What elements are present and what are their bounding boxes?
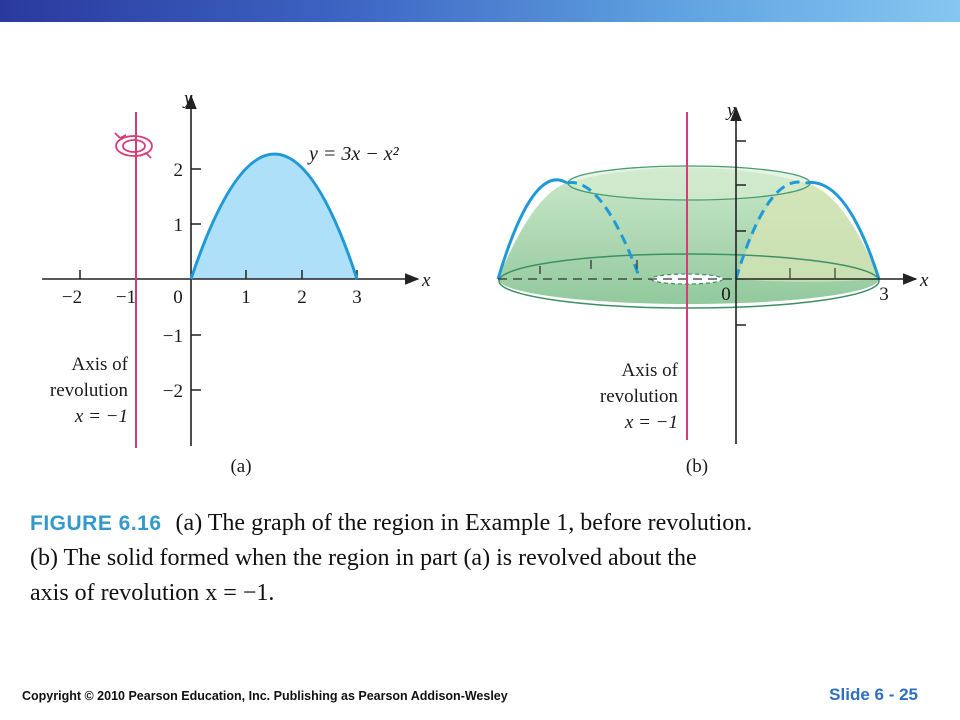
svg-text:2: 2 xyxy=(297,287,307,308)
panel-b xyxy=(498,100,929,477)
axis-caption-b xyxy=(600,360,679,433)
svg-text:Axis of: Axis of xyxy=(71,354,128,375)
caption-line-1 xyxy=(30,506,930,541)
x-tick-label-0-b: 0 xyxy=(721,284,731,305)
x-axis-label-a: x xyxy=(422,270,431,291)
axis-caption-a xyxy=(50,354,129,427)
svg-text:−2: −2 xyxy=(61,287,83,308)
figure-caption xyxy=(30,506,930,611)
caption-line-3: axis of revolution x = −1. xyxy=(30,580,275,606)
solid-top-rim xyxy=(568,166,810,200)
panel-a xyxy=(42,88,431,477)
svg-text:Axis of: Axis of xyxy=(621,360,678,381)
svg-text:−1: −1 xyxy=(115,287,137,308)
svg-text:3: 3 xyxy=(352,287,362,308)
caption-line-2: (b) The solid formed when the region in part (a) is revolved about the xyxy=(30,545,697,571)
equation-label: y = 3x − x² xyxy=(309,143,399,165)
panel-label-a: (a) xyxy=(230,456,252,477)
svg-text:1: 1 xyxy=(241,287,251,308)
svg-text:−2: −2 xyxy=(162,381,183,402)
copyright-text: Copyright © 2010 Pearson Education, Inc. Publishing as Pearson Addison-Wesley xyxy=(22,689,508,703)
slide-number: Slide 6 - 25 xyxy=(829,685,918,704)
x-tick-label-3-b: 3 xyxy=(879,284,889,305)
svg-text:2: 2 xyxy=(173,160,183,181)
svg-text:x = −1: x = −1 xyxy=(624,412,678,433)
caption-text-1: (a) The graph of the region in Example 1, before revolution. xyxy=(175,510,753,536)
panel-label-b: (b) xyxy=(685,456,709,477)
x-tick-labels-a xyxy=(62,287,362,308)
x-axis-label-b: x xyxy=(920,270,929,291)
svg-text:revolution: revolution xyxy=(49,380,128,401)
y-axis-label-b: y xyxy=(727,100,736,121)
y-axis-label-a: y xyxy=(184,88,193,109)
svg-text:−1: −1 xyxy=(162,326,183,347)
svg-text:0: 0 xyxy=(173,287,183,308)
y-tick-labels-a xyxy=(163,160,183,402)
rotation-arrow-icon xyxy=(115,133,152,158)
figure-label: FIGURE 6.16 xyxy=(30,512,162,535)
svg-text:x = −1: x = −1 xyxy=(74,406,128,427)
svg-text:1: 1 xyxy=(173,215,183,236)
svg-text:revolution: revolution xyxy=(599,386,678,407)
